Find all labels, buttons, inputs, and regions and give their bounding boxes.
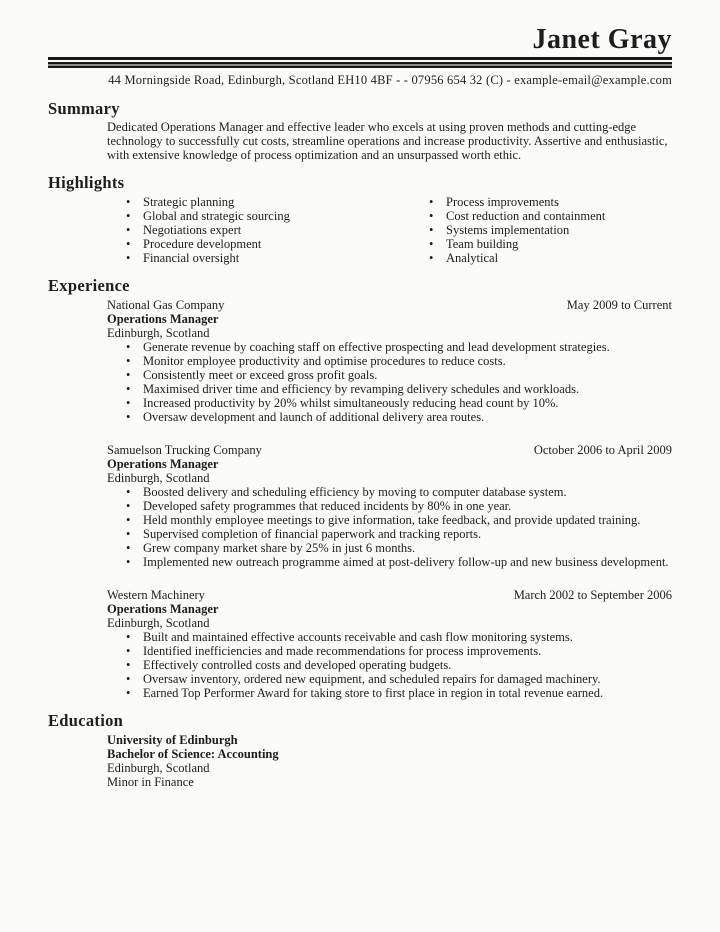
job-dates: October 2006 to April 2009 <box>533 443 672 458</box>
resume-page <box>48 26 672 789</box>
bullet-item: • Monitor employee productivity and optimise procedures to reduce costs. <box>107 354 672 368</box>
bullet-item: • Increased productivity by 20% whilst simultaneously reducing head count by 10%. <box>107 396 672 410</box>
education-content <box>107 733 672 789</box>
bullet-item: • Consistently meet or exceed gross profit goals. <box>107 368 672 382</box>
highlights-list-left <box>107 195 410 265</box>
bullet-item: • Supervised completion of financial paperwork and tracking reports. <box>107 527 672 541</box>
resume-header <box>48 26 672 88</box>
highlight-item: • Global and strategic sourcing <box>107 209 410 223</box>
education-location: Edinburgh, Scotland <box>107 761 210 776</box>
company-name: National Gas Company <box>107 298 225 313</box>
highlights-list-right <box>410 195 672 265</box>
job-bullets <box>107 340 672 424</box>
bullet-item: • Boosted delivery and scheduling efficiency by moving to computer database system. <box>107 485 672 499</box>
experience-content <box>107 298 672 700</box>
job-bullets <box>107 630 672 700</box>
bullet-item: • Implemented new outreach programme aimed at post-delivery follow-up and new business development. <box>107 555 672 569</box>
job-title: Operations Manager <box>107 457 219 472</box>
highlight-item: • Systems implementation <box>410 223 672 237</box>
education-institution: University of Edinburgh <box>107 733 238 748</box>
bullet-item: • Oversaw inventory, ordered new equipment, and scheduled repairs for damaged machinery. <box>107 672 672 686</box>
section-summary <box>48 99 672 162</box>
education-minor: Minor in Finance <box>107 775 194 790</box>
job-bullets <box>107 485 672 569</box>
highlight-item: • Process improvements <box>410 195 672 209</box>
job-head <box>107 298 672 312</box>
job-location: Edinburgh, Scotland <box>107 471 210 486</box>
highlight-item: • Team building <box>410 237 672 251</box>
summary-text: Dedicated Operations Manager and effective leader who excels at using proven methods and cutting-edge technology to successfully cut costs, streamline operations and increase productivity. Assertive and enthusiastic, with extensive knowledge of process optimization and an unsurpassed worth ethic. <box>107 120 668 162</box>
name-heading: Janet Gray <box>532 24 672 55</box>
job-head <box>107 588 672 602</box>
highlights-heading: Highlights <box>48 173 125 193</box>
company-name: Western Machinery <box>107 588 205 603</box>
bullet-item: • Earned Top Performer Award for taking store to first place in region in total revenue earned. <box>107 686 672 700</box>
bullet-item: • Developed safety programmes that reduced incidents by 80% in one year. <box>107 499 672 513</box>
highlight-item: • Negotiations expert <box>107 223 410 237</box>
experience-heading: Experience <box>48 276 130 296</box>
header-rule-thin <box>48 57 672 60</box>
section-education <box>48 711 672 789</box>
job-entry <box>107 298 672 424</box>
job-title: Operations Manager <box>107 312 219 327</box>
contact-line: 44 Morningside Road, Edinburgh, Scotland EH10 4BF - - 07956 654 32 (C) - example-email@example.com <box>108 73 672 87</box>
company-name: Samuelson Trucking Company <box>107 443 262 458</box>
bullet-item: • Built and maintained effective accounts receivable and cash flow monitoring systems. <box>107 630 672 644</box>
header-rule-thick <box>48 62 672 68</box>
job-title: Operations Manager <box>107 602 219 617</box>
bullet-item: • Effectively controlled costs and developed operating budgets. <box>107 658 672 672</box>
highlight-item: • Cost reduction and containment <box>410 209 672 223</box>
bullet-item: • Grew company market share by 25% in just 6 months. <box>107 541 672 555</box>
highlight-item: • Analytical <box>410 251 672 265</box>
highlight-item: • Strategic planning <box>107 195 410 209</box>
job-head <box>107 443 672 457</box>
bullet-item: • Oversaw development and launch of additional delivery area routes. <box>107 410 672 424</box>
section-experience <box>48 276 672 700</box>
education-heading: Education <box>48 711 124 731</box>
bullet-item: • Identified inefficiencies and made recommendations for process improvements. <box>107 644 672 658</box>
job-entry <box>107 443 672 569</box>
job-location: Edinburgh, Scotland <box>107 616 210 631</box>
section-highlights <box>48 173 672 265</box>
education-degree: Bachelor of Science: Accounting <box>107 747 279 762</box>
bullet-item: • Maximised driver time and efficiency by revamping delivery schedules and workloads. <box>107 382 672 396</box>
job-location: Edinburgh, Scotland <box>107 326 210 341</box>
bullet-item: • Generate revenue by coaching staff on effective prospecting and lead development strategies. <box>107 340 672 354</box>
job-entry <box>107 588 672 700</box>
bullet-item: • Held monthly employee meetings to give information, take feedback, and provide updated training. <box>107 513 672 527</box>
summary-heading: Summary <box>48 99 120 118</box>
highlight-item: • Procedure development <box>107 237 410 251</box>
highlight-item: • Financial oversight <box>107 251 410 265</box>
job-dates: May 2009 to Current <box>566 298 672 313</box>
highlights-grid <box>107 195 672 265</box>
job-dates: March 2002 to September 2006 <box>513 588 672 603</box>
